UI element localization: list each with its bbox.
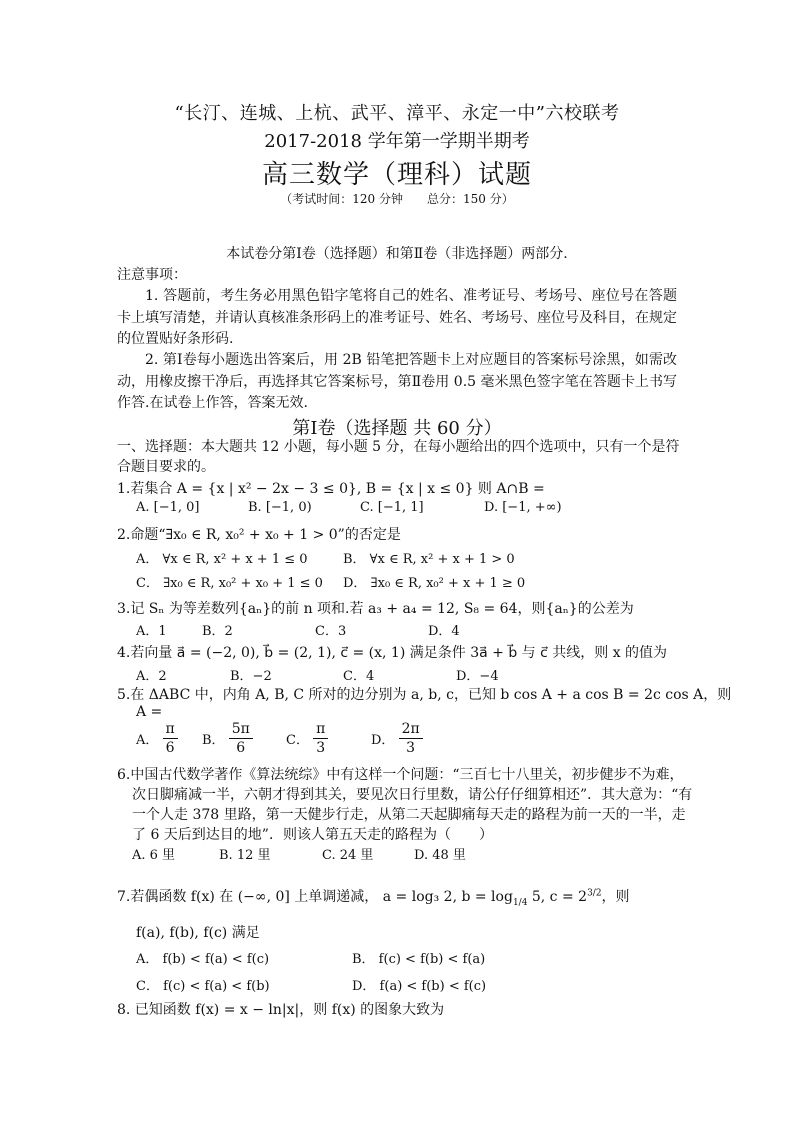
- question-4-option-a: A．2: [136, 669, 167, 684]
- section-instruction-line-2: 合题目要求的。: [117, 459, 215, 475]
- question-1-stem: 1.若集合 A = {x | x² − 2x − 3 ≤ 0}, B = {x | x ≤ 0} 则 A∩B =: [117, 481, 545, 497]
- question-7-option-d: D． f(a) < f(b) < f(c): [352, 979, 487, 994]
- notice-item-1: 1. 答题前，考生务必用黑色铅字笔将自己的姓名、准考证号、考场号、座位号在答题卡上填写清楚，并请认真核准条形码上的准考证号、姓名、考场号、座位号及科目，在规定的位置贴好条形码.: [117, 288, 677, 347]
- question-5-option-a: [136, 720, 178, 757]
- question-7-stem-part-2: a = log₃ 2, b = log: [382, 889, 513, 905]
- fraction: [163, 720, 178, 757]
- question-2-option-d: D． ∃x₀ ∈ R, x₀² + x + 1 ≥ 0: [343, 576, 526, 591]
- question-6-line-1: 6.中国古代数学著作《算法统综》中有这样一个问题：“三百七十八里关，初步健步不为难，: [117, 767, 684, 783]
- notice-item-2: 2. 第Ⅰ卷每小题选出答案后，用 2B 铅笔把答题卡上对应题目的答案标号涂黑，如需改动，用橡皮擦干净后，再选择其它答案标号，第Ⅱ卷用 0.5 毫米黑色签字笔在答题卡上书写作答.在试卷上作答，答案无效.: [117, 352, 677, 411]
- option-label: D．: [371, 733, 395, 748]
- question-6-line-3: 一个人走 378 里路，第一天健步行走，从第二天起脚痛每天走的路程为前一天的一半，走: [132, 807, 686, 823]
- question-7-option-c: C． f(c) < f(a) < f(b): [136, 979, 270, 994]
- section-title: 第Ⅰ卷（选择题 共 60 分）: [292, 418, 502, 439]
- question-7-stem-part-1: 7.若偶函数 f(x) 在 (−∞, 0] 上单调递减，: [117, 889, 379, 905]
- question-6-option-b: B. 12 里: [219, 848, 271, 863]
- exam-structure-statement: 本试卷分第Ⅰ卷（选择题）和第Ⅱ卷（非选择题）两部分.: [226, 246, 568, 262]
- numerator: 5π: [229, 720, 253, 739]
- question-2-option-a: A． ∀x ∈ R, x² + x + 1 ≤ 0: [136, 552, 308, 567]
- option-label: C．: [286, 733, 309, 748]
- section-instruction-line-1: 一、选择题：本大题共 12 小题，每小题 5 分，在每小题给出的四个选项中，只有一个是符: [117, 439, 680, 455]
- denominator: 6: [236, 740, 246, 756]
- question-4-option-d: D．−4: [456, 669, 499, 684]
- question-6-option-a: A. 6 里: [132, 848, 176, 863]
- question-7-option-a: A． f(b) < f(a) < f(c): [136, 952, 270, 967]
- denominator: 6: [165, 740, 175, 756]
- question-7-stem: [117, 886, 630, 908]
- question-3-option-d: D．4: [428, 624, 460, 639]
- option-label: B．: [202, 733, 225, 748]
- numerator: π: [163, 720, 178, 739]
- fraction: [313, 720, 328, 757]
- numerator: 2π: [399, 720, 423, 739]
- school-union-heading: “长汀、连城、上杭、武平、漳平、永定一中”六校联考: [174, 103, 620, 124]
- question-5-option-d: [371, 720, 423, 757]
- question-7-option-b: B． f(c) < f(b) < f(a): [352, 952, 486, 967]
- exponent-superscript: 3/2: [587, 888, 602, 899]
- question-1-option-d: D. [−1, +∞): [484, 500, 562, 515]
- question-1-option-b: B. [−1, 0): [248, 500, 312, 515]
- question-3-option-c: C．3: [315, 624, 347, 639]
- question-3-option-a: A．1: [136, 624, 167, 639]
- question-2-stem: 2.命题“∃x₀ ∈ R, x₀² + x₀ + 1 > 0”的否定是: [117, 527, 401, 543]
- term-heading: 2017-2018 学年第一学期半期考: [264, 131, 530, 152]
- question-6-line-2: 次日脚痛减一半，六朝才得到其关，要见次日行里数，请公仔仔细算相还”．其大意为：“有: [132, 787, 693, 803]
- question-7-stem-part-3: 5, c = 2: [527, 889, 588, 905]
- notice-title: 注意事项：: [117, 267, 187, 283]
- question-4-option-c: C．4: [343, 669, 375, 684]
- denominator: 3: [316, 740, 326, 756]
- question-5-option-b: [202, 720, 253, 757]
- question-3-option-b: B．2: [202, 624, 233, 639]
- question-4-option-b: B．−2: [230, 669, 272, 684]
- option-label: A．: [136, 733, 159, 748]
- question-8-stem: 8. 已知函数 f(x) = x − ln|x|，则 f(x) 的图象大致为: [117, 1002, 445, 1018]
- question-6-option-d: D. 48 里: [414, 848, 466, 863]
- question-1-option-a: A. [−1, 0]: [136, 500, 200, 515]
- question-5-stem-continued: A =: [136, 704, 163, 720]
- question-7-stem-part-4: ，则: [601, 889, 630, 905]
- question-5-stem: 5.在 ΔABC 中，内角 A, B, C 所对的边分别为 a, b, c，已知 b cos A + a cos B = 2c cos A，则: [117, 687, 732, 703]
- question-3-stem: 3.记 Sₙ 为等差数列{aₙ}的前 n 项和.若 a₃ + a₄ = 12, S₈ = 64，则{aₙ}的公差为: [117, 601, 634, 617]
- fraction: [229, 720, 253, 757]
- denominator: 3: [406, 740, 416, 756]
- question-6-option-c: C. 24 里: [322, 848, 374, 863]
- log-base-subscript: 1/4: [512, 897, 528, 908]
- numerator: π: [313, 720, 328, 739]
- question-2-option-c: C． ∃x₀ ∈ R, x₀² + x₀ + 1 ≤ 0: [136, 576, 323, 591]
- fraction: [399, 720, 423, 757]
- question-6-line-4: 了 6 天后到达目的地”．则该人第五天走的路程为（ ）: [132, 827, 493, 843]
- exam-meta: （考试时间：120 分钟 总分：150 分）: [280, 192, 514, 206]
- question-1-option-c: C. [−1, 1]: [360, 500, 424, 515]
- question-2-option-b: B． ∀x ∈ R, x² + x + 1 > 0: [343, 552, 515, 567]
- question-5-option-c: [286, 720, 328, 757]
- question-7-stem-continued: f(a), f(b), f(c) 满足: [136, 925, 260, 941]
- question-4-stem: 4.若向量 a⃗ = (−2, 0), b⃗ = (2, 1), c⃗ = (x, 1) 满足条件 3a⃗ + b⃗ 与 c⃗ 共线，则 x 的值为: [117, 645, 668, 661]
- exam-title: 高三数学（理科）试题: [261, 160, 532, 190]
